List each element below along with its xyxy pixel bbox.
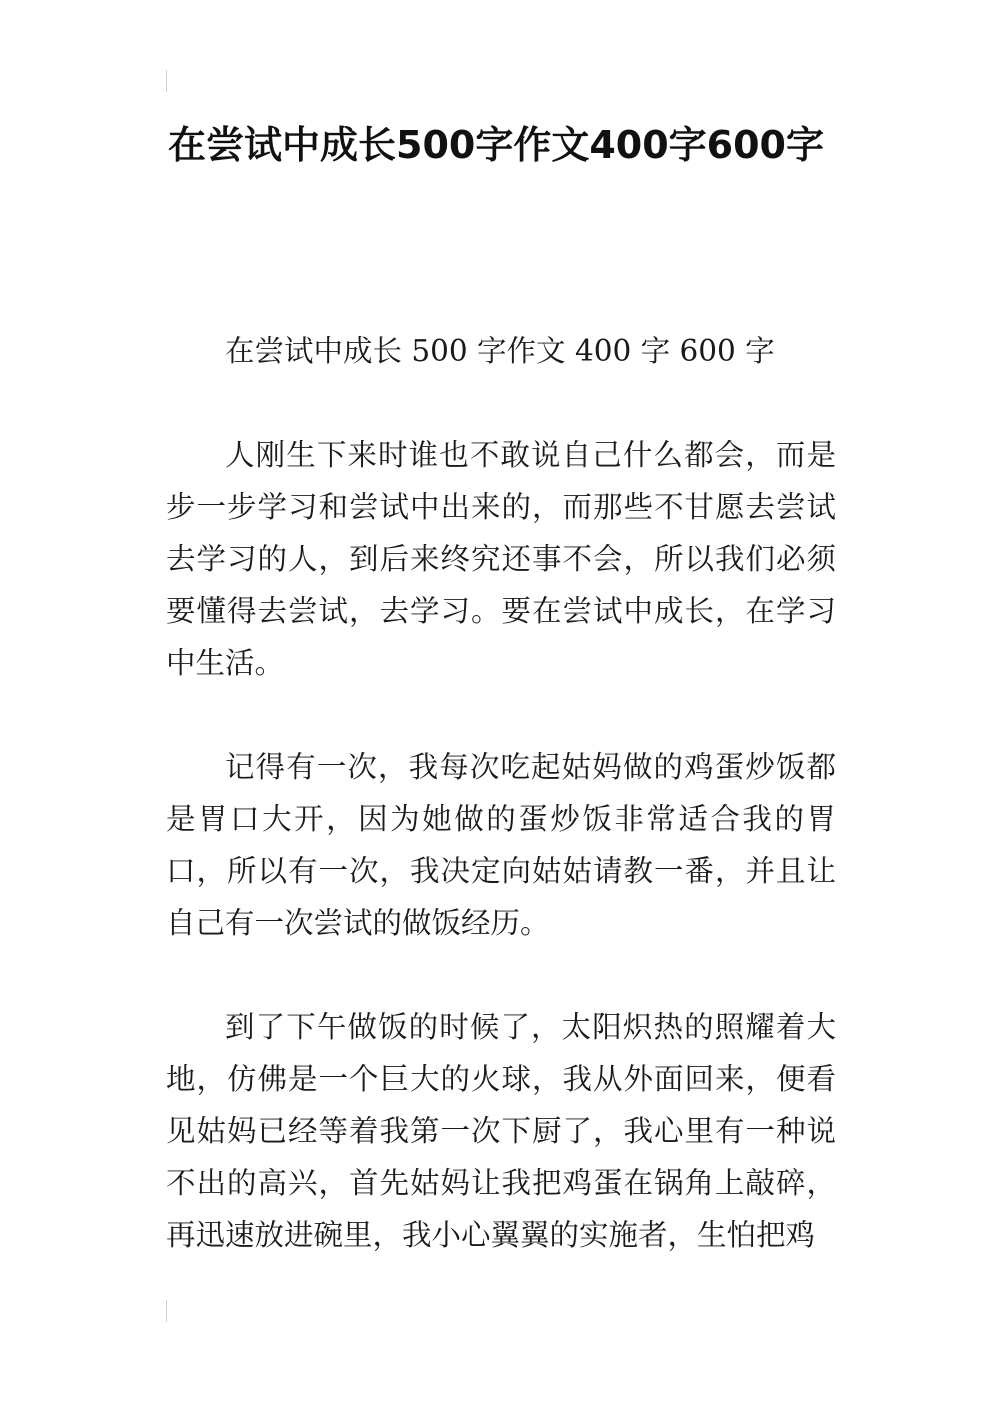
paragraph-2: 记得有一次，我每次吃起姑妈做的鸡蛋炒饭都是胃口大开，因为她做的蛋炒饭非常适合我的胃口，所以有一次，我决定向姑姑请教一番，并且让自己有一次尝试的做饭经历。	[166, 750, 836, 940]
paragraph-1: 人刚生下来时谁也不敢说自己什么都会，而是步一步学习和尝试中出来的，而那些不甘愿去尝试去学习的人，到后来终究还事不会，所以我们必须要懂得去尝试，去学习。要在尝试中成长，在学习中生活。	[166, 438, 836, 680]
document-body	[166, 325, 836, 1313]
page-corner-mark-bottom	[166, 1300, 167, 1322]
document-subtitle: 在尝试中成长 500 字作文 400 字 600 字	[225, 334, 775, 368]
page-corner-mark-top	[166, 70, 167, 92]
paragraph-3: 到了下午做饭的时候了，太阳炽热的照耀着大地，仿佛是一个巨大的火球，我从外面回来，便看见姑妈已经等着我第一次下厨了，我心里有一种说不出的高兴，首先姑妈让我把鸡蛋在锅角上敲碎，再迅速放进碗里，我小心翼翼的实施者，生怕把鸡	[166, 1010, 836, 1252]
document-title: 在尝试中成长500字作文400字600字	[168, 123, 824, 167]
